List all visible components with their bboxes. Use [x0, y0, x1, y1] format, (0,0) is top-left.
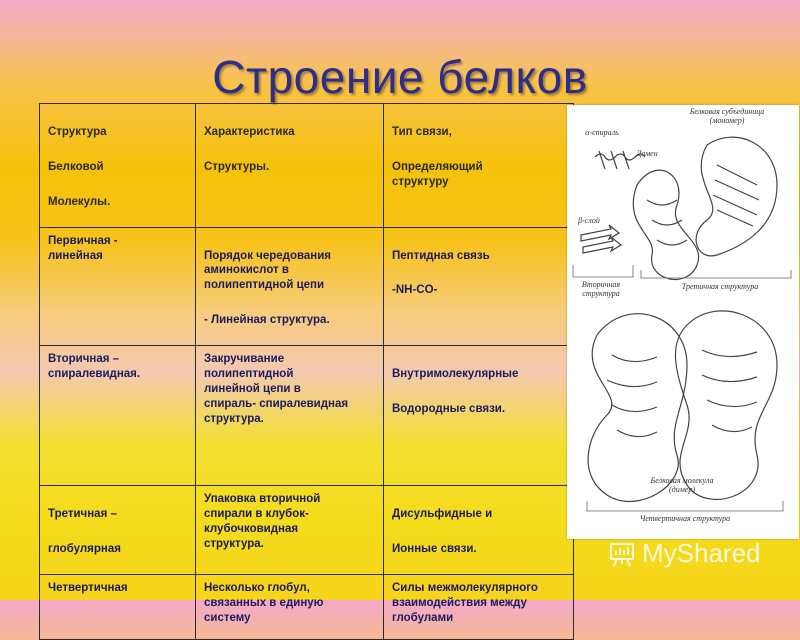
cell-characteristic [196, 227, 384, 346]
cell-text: Пептидная связь [392, 249, 490, 262]
header-cell-bond-type [384, 104, 574, 228]
header-line: Молекулы. [48, 195, 111, 208]
cell-characteristic [196, 574, 384, 639]
protein-structure-table [39, 103, 574, 640]
cell-text: Внутримолекулярные [392, 368, 519, 381]
cell-structure [40, 227, 196, 346]
header-line: Структура [48, 125, 107, 138]
watermark-text: MyShared [642, 538, 761, 568]
cell-text: -NH-CO- [392, 284, 438, 297]
table-row-secondary [40, 346, 574, 486]
cell-characteristic [196, 346, 384, 486]
table-header-row [40, 104, 574, 228]
protein-ribbon-drawing [567, 105, 799, 539]
label-tertiary-structure: Третичная структура [681, 282, 759, 291]
header-line: Определяющий структуру [392, 160, 483, 188]
beta-sheet-shape [581, 225, 621, 253]
protein-structure-illustration [567, 105, 799, 539]
header-line: Белковой [48, 160, 104, 173]
header-cell-characteristic [196, 104, 384, 228]
cell-text: Ионные связи. [392, 542, 477, 555]
cell-structure [40, 346, 196, 486]
table-row-primary [40, 227, 574, 346]
header-cell-structure [40, 104, 196, 228]
label-subunit: Белковая субъединица (мономер) [689, 107, 765, 125]
header-line: Тип связи, [392, 125, 452, 138]
cell-text: Порядок чередования аминокислот в полипептидной цепи [204, 249, 332, 292]
label-domain: Домен [636, 149, 658, 158]
page-title: Строение белков [212, 51, 588, 103]
cell-structure [40, 486, 196, 575]
cell-bond-type [384, 346, 574, 486]
label-secondary-structure: Вторичная структура [581, 280, 621, 298]
cell-text: Упаковка вторичной спирали в клубок- клубочковидная структура. [204, 493, 321, 550]
cell-text: глобулярная [48, 542, 121, 555]
cell-structure [40, 574, 196, 639]
cell-text: Несколько глобул, связанных в единую систему [204, 581, 324, 624]
label-alpha-helix: α-спираль [585, 128, 619, 137]
cell-text: Силы межмолекулярного взаимодействия между глобулами [392, 581, 538, 624]
presentation-board-icon [608, 540, 636, 568]
cell-bond-type [384, 486, 574, 575]
header-line: Структуры. [204, 160, 270, 173]
bracket-secondary [573, 265, 633, 277]
cell-bond-type [384, 574, 574, 639]
cell-text: Четвертичная [48, 581, 128, 594]
watermark [608, 538, 761, 569]
label-protein-molecule: Белковая молекула (димер) [650, 476, 714, 494]
cell-text: Закручивание полипептидной линейной цепи в спираль- спиралевидная структура. [204, 353, 349, 425]
cell-text: - Линейная структура. [204, 314, 330, 327]
cell-text: Третичная – [48, 508, 117, 521]
dimer-shape-left [588, 314, 687, 502]
label-beta-sheet: β-слой [578, 216, 600, 225]
cell-text: Дисульфидные и [392, 508, 493, 521]
cell-text: Водородные связи. [392, 402, 506, 415]
cell-text: Первичная - линейная [48, 234, 118, 262]
bracket-quaternary [587, 501, 783, 511]
table-row-quaternary [40, 574, 574, 639]
domain-shape [633, 170, 698, 279]
cell-text: Вторичная – спиралевидная. [48, 353, 141, 381]
table-row-tertiary [40, 486, 574, 575]
header-line: Характеристика [204, 125, 295, 138]
monomer-shape [696, 137, 777, 256]
cell-characteristic [196, 486, 384, 575]
dimer-shape-right [675, 311, 777, 500]
cell-bond-type [384, 227, 574, 346]
label-quaternary-structure: Четвертичная структура [639, 514, 731, 523]
